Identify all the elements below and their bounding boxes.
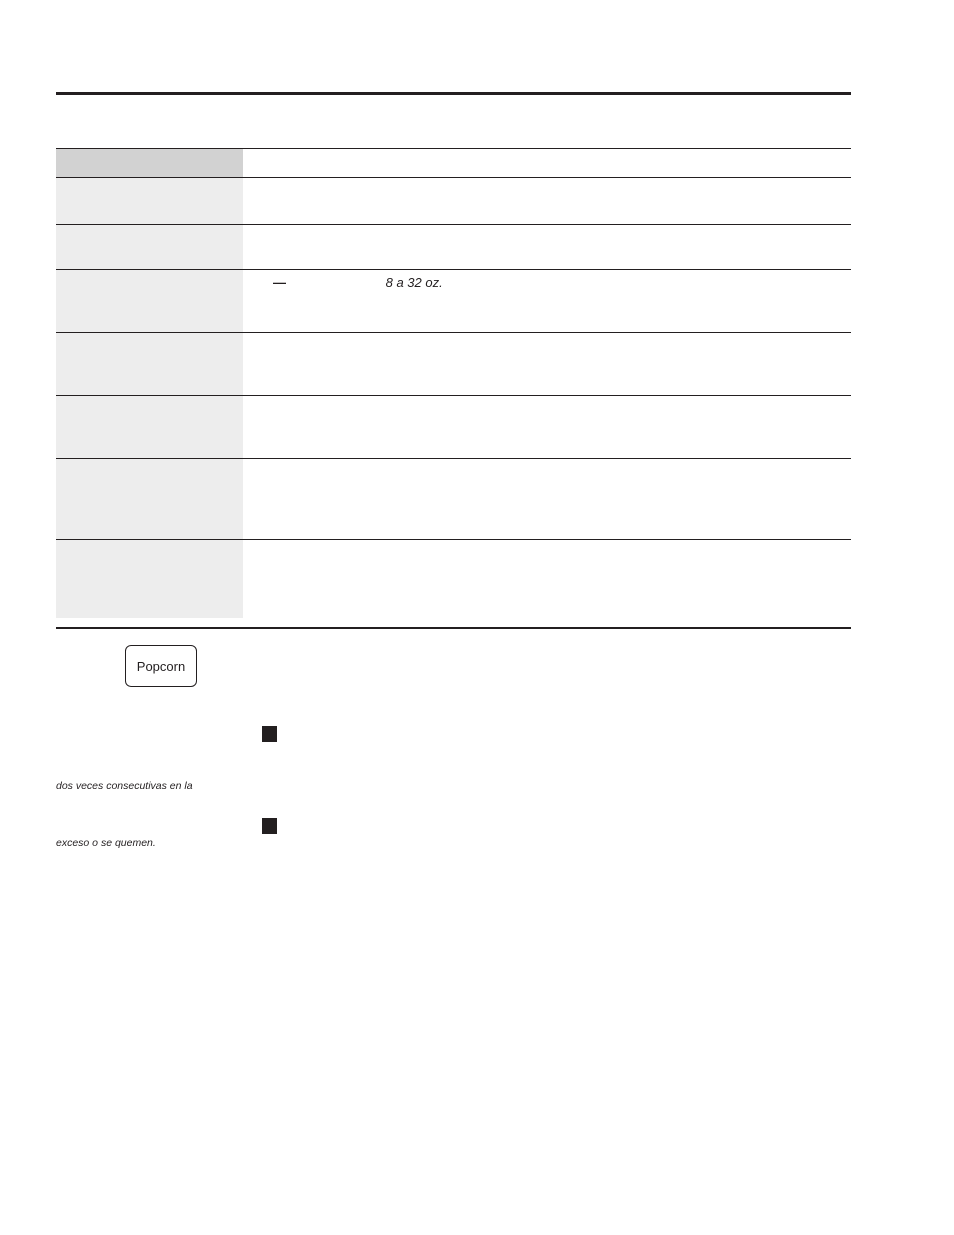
table-row xyxy=(56,269,851,332)
table-cell-directions xyxy=(243,270,851,332)
side-note-line-1: dos veces consecutivas en la xyxy=(56,780,193,792)
table-cell-directions xyxy=(243,396,851,458)
table-cell-food xyxy=(56,540,243,618)
table-cell-directions xyxy=(243,225,851,269)
table-row xyxy=(56,224,851,269)
table-cell-directions xyxy=(243,459,851,539)
side-note-line-2: exceso o se quemen. xyxy=(56,837,156,849)
cooking-guide-table xyxy=(56,148,851,629)
table-cell-food xyxy=(56,270,243,332)
table-header-row xyxy=(56,148,851,177)
table-row xyxy=(56,332,851,395)
table-row xyxy=(56,177,851,224)
table-cell-directions xyxy=(243,149,851,177)
table-row xyxy=(56,539,851,629)
table-cell-directions xyxy=(243,333,851,395)
table-cell-food xyxy=(56,225,243,269)
quantity-note xyxy=(273,275,443,290)
table-cell-food xyxy=(56,459,243,539)
table-cell-directions xyxy=(243,178,851,224)
top-rule xyxy=(56,92,851,95)
note-dash: — xyxy=(273,275,286,290)
popcorn-button-label: Popcorn xyxy=(136,658,186,674)
note-quantity: 8 a 32 oz. xyxy=(385,275,443,290)
popcorn-button[interactable] xyxy=(125,645,197,687)
table-cell-directions xyxy=(243,540,851,627)
table-cell-food xyxy=(56,149,243,177)
table-row xyxy=(56,395,851,458)
table-cell-food xyxy=(56,333,243,395)
table-cell-food xyxy=(56,178,243,224)
table-cell-food xyxy=(56,396,243,458)
table-row xyxy=(56,458,851,539)
square-step-marker-icon xyxy=(262,818,277,834)
square-step-marker-icon xyxy=(262,726,277,742)
